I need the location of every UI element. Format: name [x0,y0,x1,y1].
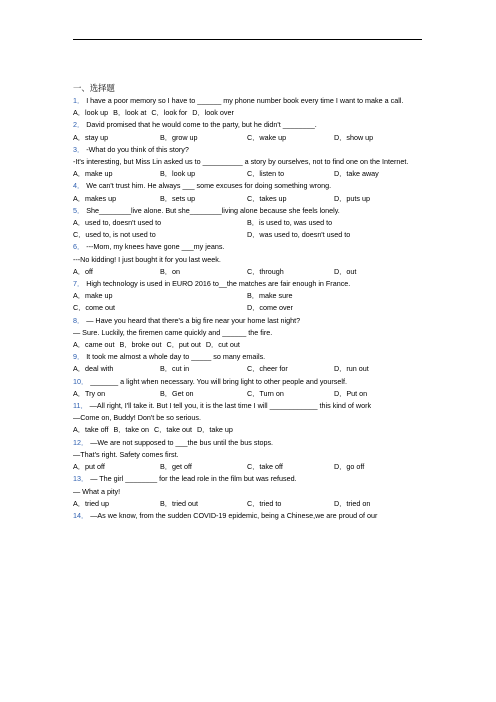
options-row [73,302,425,314]
answer-option[interactable]: B．cut in [160,364,190,374]
question-list [73,82,425,522]
question-number: 9． [73,352,85,362]
answer-option[interactable]: D．Put on [334,388,368,398]
answer-option[interactable]: A．tried up [73,498,109,508]
question-stem [73,400,425,412]
question-number: 5． [73,205,85,215]
answer-option[interactable]: D．show up [334,132,374,142]
question-stem [73,437,425,449]
question-item [73,510,425,522]
question-text: ---No kidding! I just bought it for you last week. [73,254,221,264]
answer-option[interactable]: A．off [73,266,93,276]
question-text: — Have you heard that there's a big fire near your home last night? [86,315,301,325]
answer-option[interactable]: B．Get on [160,388,194,398]
question-item [73,376,425,400]
question-number: 11． [73,401,88,411]
options-row [73,266,425,278]
answer-option[interactable]: D．run out [334,364,369,374]
answer-option[interactable]: C．Turn on [247,388,284,398]
answer-option[interactable]: C．takes up [247,193,287,203]
answer-option[interactable]: A．came out [73,340,115,350]
answer-option[interactable]: B．look up [160,169,196,179]
options-row [73,461,425,473]
question-text: —That's right. Safety comes first. [73,449,179,459]
question-number: 7． [73,279,85,289]
question-text: ---Mom, my knees have gone ___my jeans. [86,242,225,252]
question-text: It took me almost a whole day to _____ so many emails. [86,352,266,362]
question-text: —All right, I'll take it. But I tell you, it is the last time I will ____________ this kind of work [89,401,372,411]
section-title: 一、选择题 [73,83,115,93]
question-item [73,95,425,119]
question-number: 2． [73,120,85,130]
question-text: High technology is used in EURO 2016 to__the matches are fair enough in France. [86,279,351,289]
answer-option[interactable]: B．make sure [247,291,293,301]
options-row [73,168,425,180]
question-text: — What a pity! [73,486,121,496]
question-stem-continued [73,449,425,461]
question-item [73,437,425,474]
question-stem [73,510,425,522]
options-row [73,388,425,400]
question-item [73,119,425,143]
question-text: I have a poor memory so I have to ______ my phone number book every time I want to make a call. [86,96,404,105]
answer-option[interactable]: D．take up [196,425,233,435]
question-stem-continued [73,254,425,266]
answer-option[interactable]: A．make up [73,169,113,179]
question-item [73,241,425,278]
answer-option[interactable]: B．broke out [119,340,162,350]
question-number: 4． [73,181,85,191]
options-row [73,339,425,351]
options-row [73,424,425,436]
answer-option[interactable]: D．cut out [205,340,240,350]
answer-option[interactable]: D．tried on [334,498,371,508]
answer-option[interactable]: C．look for [151,108,188,118]
options-row [73,290,425,302]
question-number: 3． [73,144,85,154]
question-item [73,473,425,510]
answer-option[interactable]: B．tried out [160,498,198,508]
question-text: — Sure. Luckily, the firemen came quickly and ______ the fire. [73,327,273,337]
answer-option[interactable]: A．stay up [73,132,109,142]
answer-option[interactable]: D．out [334,266,357,276]
options-row [73,193,425,205]
question-text: -It's interesting, but Miss Lin asked us to __________ a story by ourselves, not to find one on the Internet. [73,157,409,167]
answer-option[interactable]: D．was used to, doesn't used to [247,230,351,240]
question-item [73,180,425,204]
question-stem-continued [73,156,425,168]
question-stem [73,144,425,156]
answer-option[interactable]: B．sets up [160,193,196,203]
question-item [73,278,425,315]
answer-option[interactable]: A．look up [73,108,109,118]
options-row [73,229,425,241]
answer-option[interactable]: D．look over [192,108,234,118]
options-row [73,217,425,229]
answer-option[interactable]: D．come over [247,303,293,313]
question-number: 14． [73,510,89,520]
options-row [73,132,425,144]
answer-option[interactable]: A．Try on [73,388,106,398]
answer-option[interactable]: A．makes up [73,193,117,203]
question-text: —As we know, from the sudden COVID-19 epidemic, being a Chinese,we are proud of our [90,510,378,520]
answer-option[interactable]: C．cheer for [247,364,288,374]
question-text: We can't trust him. He always ___ some excuses for doing something wrong. [86,181,332,191]
question-number: 12． [73,437,89,447]
question-stem [73,376,425,388]
question-stem [73,241,425,253]
answer-option[interactable]: C．used to, is not used to [73,230,156,240]
question-stem [73,315,425,327]
answer-option[interactable]: C．tried to [247,498,282,508]
question-number: 1． [73,96,85,105]
answer-option[interactable]: C．listen to [247,169,285,179]
question-item [73,351,425,375]
answer-option[interactable]: B．on [160,266,180,276]
question-text: — The girl ________ for the lead role in the film but was refused. [90,474,297,484]
question-number: 10． [73,376,89,386]
options-row [73,498,425,510]
answer-option[interactable]: A．used to, doesn't used to [73,218,162,228]
question-number: 13． [73,474,89,484]
question-number: 6． [73,242,85,252]
answer-option[interactable]: B．get off [160,462,192,472]
answer-option[interactable]: A．put off [73,462,105,472]
answer-option[interactable]: D．puts up [334,193,370,203]
question-text: David promised that he would come to the party, but he didn't ________. [86,120,317,130]
answer-option[interactable]: D．take away [334,169,379,179]
options-row [73,107,425,119]
answer-option[interactable]: C．wake up [247,132,287,142]
answer-option[interactable]: C．take off [247,462,283,472]
answer-option[interactable]: C．put out [166,340,201,350]
answer-option[interactable]: B．take on [113,425,149,435]
question-stem-continued [73,486,425,498]
answer-option[interactable]: B．is used to, was used to [247,218,333,228]
question-stem-continued [73,327,425,339]
answer-option[interactable]: A．take off [73,425,109,435]
question-item [73,144,425,181]
question-text: -What do you think of this story? [86,144,189,154]
question-text: —Come on, Buddy! Don't be so serious. [73,413,202,423]
question-item [73,400,425,437]
question-stem-continued [73,412,425,424]
question-text: She________live alone. But she________living alone because she feels lonely. [86,205,340,215]
answer-option[interactable]: A．deal with [73,364,114,374]
question-stem [73,95,425,107]
question-stem [73,473,425,485]
question-text: —We are not supposed to ___the bus until the bus stops. [90,437,274,447]
question-stem [73,351,425,363]
answer-option[interactable]: B．grow up [160,132,198,142]
question-text: _______ a light when necessary. You will bring light to other people and yourself. [90,376,347,386]
header-rule [73,39,422,40]
answer-option[interactable]: C．take out [154,425,192,435]
answer-option[interactable]: B．look at [113,108,147,118]
question-stem [73,278,425,290]
question-stem [73,180,425,192]
answer-option[interactable]: C．through [247,266,284,276]
question-stem [73,205,425,217]
answer-option[interactable]: D．go off [334,462,365,472]
question-number: 8． [73,315,85,325]
answer-option[interactable]: C．come out [73,303,115,313]
question-item [73,205,425,242]
answer-option[interactable]: A．make up [73,291,113,301]
options-row [73,363,425,375]
question-item [73,315,425,352]
question-stem [73,119,425,131]
